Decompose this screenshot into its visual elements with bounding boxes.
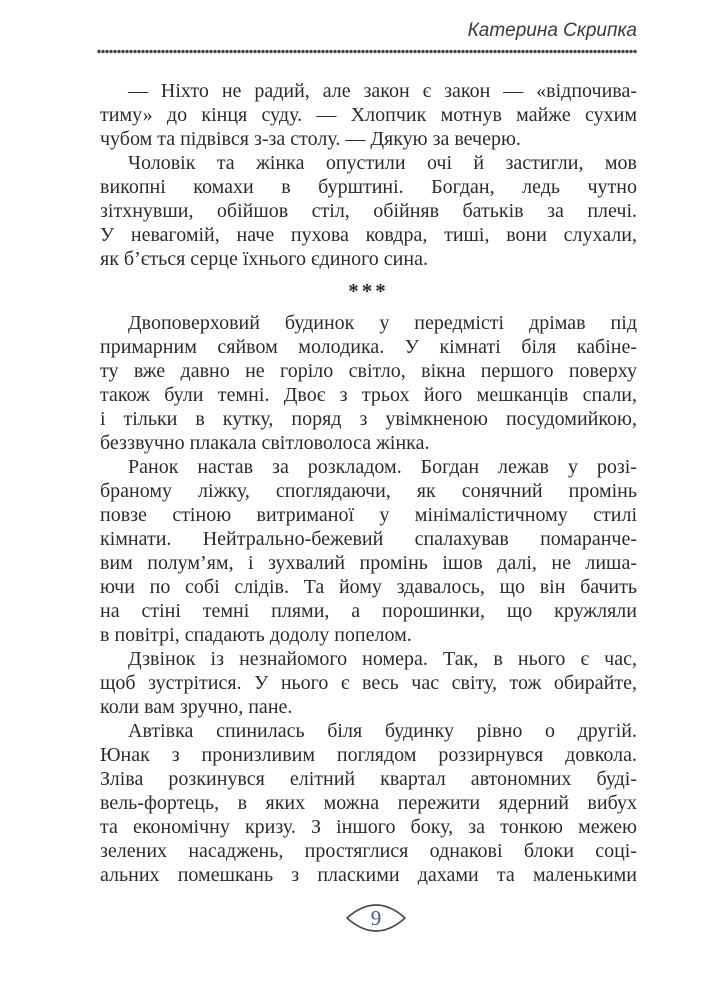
paragraph-line: також були темні. Двоє з трьох його мешканців спали, — [100, 384, 637, 406]
paragraph — [100, 311, 637, 455]
paragraph-line: вим полум’ям, і зухвалий промінь ішов далі, не лиша- — [100, 552, 637, 574]
running-header-author: Катерина Скрипка — [467, 20, 637, 41]
paragraph-line: ючи по собі слідів. Та йому здавалось, що він бачить — [100, 576, 637, 598]
paragraph-line: щоб зустрітися. У нього є весь час світу, тож обирайте, — [100, 672, 637, 694]
paragraph-line: тиму» до кінця суду. — Хлопчик мотнув майже сухим — [100, 104, 637, 126]
paragraph-line: на стіні темні плями, а порошинки, що кружляли — [100, 600, 637, 622]
paragraph-line: Двоповерховий будинок у передмісті дрімав під — [128, 312, 637, 334]
paragraph-line: вель-фортець, в яких можна пережити ядерний вибух — [100, 792, 637, 814]
paragraph-line: примарним сяйвом молодика. У кімнаті біля кабіне- — [100, 336, 637, 358]
paragraph — [100, 719, 637, 887]
paragraph-line: ту вже давно не горіло світло, вікна першого поверху — [100, 360, 637, 382]
paragraph-line: кімнати. Нейтрально-бежевий спалахував помаранче- — [100, 528, 637, 550]
paragraph-line: Чоловік та жінка опустили очі й застигли, мов — [128, 152, 637, 174]
paragraph-line: Зліва розкинувся елітний квартал автономних буді- — [100, 768, 637, 790]
paragraph — [100, 647, 637, 719]
page-number: 9 — [370, 905, 382, 930]
paragraph-line: в повітрі, спадають додолу попелом. — [100, 624, 412, 646]
paragraph-line: У невагомій, наче пухова ковдра, тиші, вони слухали, — [100, 224, 637, 246]
paragraph-line: коли вам зручно, пане. — [100, 696, 293, 718]
paragraph-line: Автівка спинилась біля будинку рівно о другій. — [128, 720, 637, 742]
page-number-badge — [345, 899, 407, 939]
paragraph-line: та економічну кризу. З іншого боку, за тонкою межею — [100, 816, 637, 838]
paragraph-line: браному ліжку, споглядаючи, як сонячний промінь — [100, 480, 637, 502]
paragraph-line: Юнак з пронизливим поглядом роззирнувся довкола. — [100, 744, 637, 766]
paragraph-line: і тільки в кутку, поряд з увімкненою посудомийкою, — [100, 408, 637, 430]
paragraph — [100, 79, 637, 151]
paragraph — [100, 151, 637, 271]
paragraph-line: зелених насаджень, простяглися однакові блоки соці- — [100, 840, 637, 862]
paragraph-line: альних помешкань з пласкими дахами та маленькими — [100, 864, 637, 886]
paragraph-line: повзе стіною витриманої у мінімалістичному стилі — [100, 504, 637, 526]
paragraph-line: як б’ється серце їхнього єдиного сина. — [100, 248, 428, 270]
paragraph-line: беззвучно плакала світловолоса жінка. — [100, 432, 430, 454]
paragraph-line: Дзвінок із незнайомого номера. Так, в нього є час, — [128, 648, 637, 670]
paragraph-line: викопні комахи в бурштині. Богдан, ледь чутно — [100, 176, 637, 198]
paragraph-line: Ранок настав за розкладом. Богдан лежав у розі- — [128, 456, 637, 478]
header-ornamental-rule — [97, 49, 637, 54]
paragraph-line: — Ніхто не радий, але закон є закон — «відпочива- — [128, 80, 637, 102]
section-separator: *** — [348, 279, 389, 303]
paragraph — [100, 455, 637, 647]
page-body — [100, 79, 637, 887]
paragraph-line: чубом та підвівся з-за столу. — Дякую за вечерю. — [100, 128, 521, 150]
paragraph-line: зітхнувши, обійшов стіл, обійняв батьків за плечі. — [100, 200, 637, 222]
